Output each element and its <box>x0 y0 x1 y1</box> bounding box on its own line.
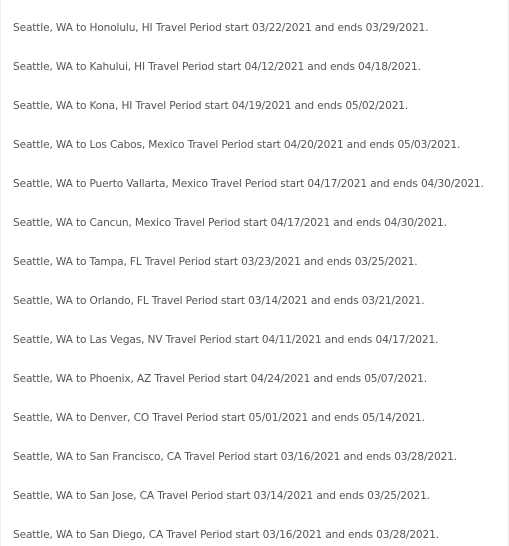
list-item: Seattle, WA to Phoenix, AZ Travel Period start 04/24/2021 and ends 05/07/2021. <box>13 372 427 385</box>
list-item: Seattle, WA to Puerto Vallarta, Mexico Travel Period start 04/17/2021 and ends 04/30/2021. <box>13 177 484 190</box>
list-item: Seattle, WA to Honolulu, HI Travel Period start 03/22/2021 and ends 03/29/2021. <box>13 21 429 34</box>
list-item: Seattle, WA to Kona, HI Travel Period start 04/19/2021 and ends 05/02/2021. <box>13 99 409 112</box>
list-item: Seattle, WA to Kahului, HI Travel Period start 04/12/2021 and ends 04/18/2021. <box>13 60 421 73</box>
list-item: Seattle, WA to San Jose, CA Travel Period start 03/14/2021 and ends 03/25/2021. <box>13 489 430 502</box>
list-item: Seattle, WA to San Diego, CA Travel Period start 03/16/2021 and ends 03/28/2021. <box>13 528 439 541</box>
list-item: Seattle, WA to Los Cabos, Mexico Travel Period start 04/20/2021 and ends 05/03/2021. <box>13 138 461 151</box>
list-item: Seattle, WA to Denver, CO Travel Period start 05/01/2021 and ends 05/14/2021. <box>13 411 425 424</box>
list-item: Seattle, WA to Tampa, FL Travel Period start 03/23/2021 and ends 03/25/2021. <box>13 255 418 268</box>
list-item: Seattle, WA to Las Vegas, NV Travel Period start 04/11/2021 and ends 04/17/2021. <box>13 333 439 346</box>
list-item: Seattle, WA to Orlando, FL Travel Period start 03/14/2021 and ends 03/21/2021. <box>13 294 425 307</box>
list-item: Seattle, WA to Cancun, Mexico Travel Period start 04/17/2021 and ends 04/30/2021. <box>13 216 447 229</box>
list-item: Seattle, WA to San Francisco, CA Travel Period start 03/16/2021 and ends 03/28/2021. <box>13 450 457 463</box>
